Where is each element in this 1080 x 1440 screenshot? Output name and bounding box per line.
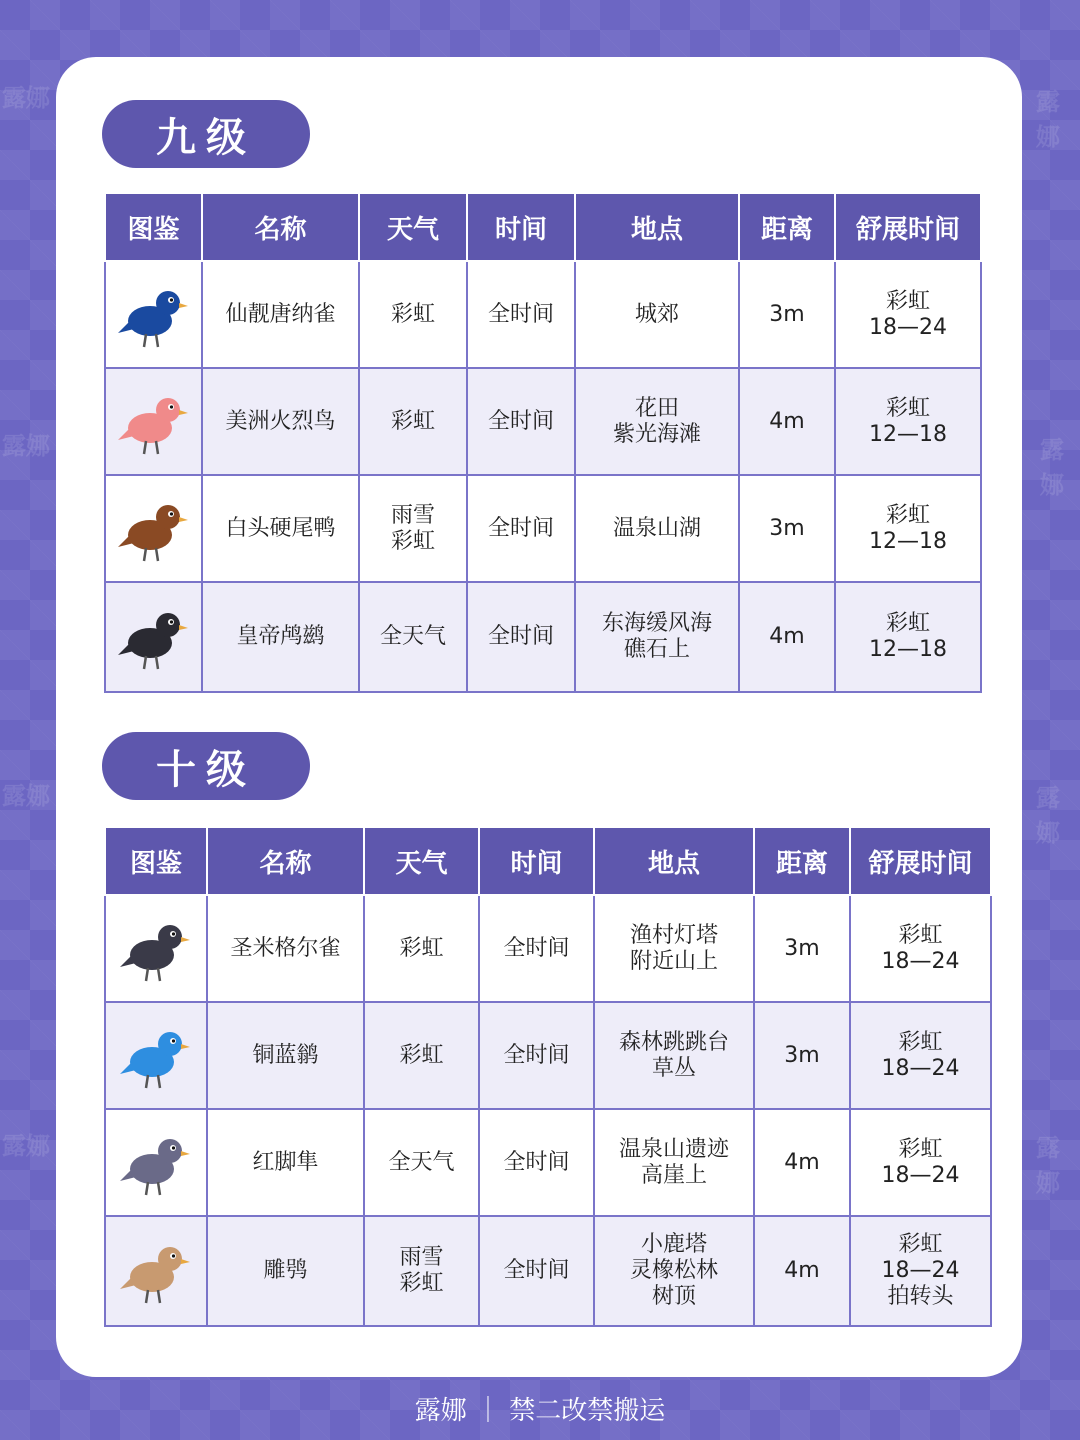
- table-row: [105, 368, 981, 475]
- watermark: 露娜: [2, 782, 50, 810]
- time-cell: 全时间: [467, 261, 575, 368]
- distance-cell: 4m: [739, 582, 835, 692]
- stretch-time-cell: 彩虹 18—24 拍转头: [850, 1216, 991, 1326]
- time-cell: 全时间: [479, 895, 594, 1002]
- table-header-row: [105, 193, 981, 261]
- weather-cell: 彩虹: [364, 1002, 479, 1109]
- stretch-time-cell: 彩虹 18—24: [850, 1109, 991, 1216]
- bird-name-cell: 雕鸮: [207, 1216, 364, 1326]
- header-weather: 天气: [364, 827, 479, 895]
- bird-name-cell: 皇帝鸬鹚: [202, 582, 359, 692]
- weather-cell: 彩虹: [364, 895, 479, 1002]
- distance-cell: 4m: [754, 1216, 850, 1326]
- duck-icon: [116, 491, 192, 567]
- header-icon: 图鉴: [105, 827, 207, 895]
- table-row: [105, 475, 981, 582]
- stretch-time-cell: 彩虹 18—24: [835, 261, 981, 368]
- header-location: 地点: [594, 827, 754, 895]
- bird-name-cell: 仙靓唐纳雀: [202, 261, 359, 368]
- location-cell: 温泉山湖: [575, 475, 739, 582]
- time-cell: 全时间: [479, 1216, 594, 1326]
- time-cell: 全时间: [467, 368, 575, 475]
- location-cell: 小鹿塔 灵橡松林 树顶: [594, 1216, 754, 1326]
- header-icon: 图鉴: [105, 193, 202, 261]
- bird-icon-cell: [105, 895, 207, 1002]
- bird-icon-cell: [105, 261, 202, 368]
- table-row: [105, 1002, 991, 1109]
- bird-name-cell: 铜蓝鹟: [207, 1002, 364, 1109]
- location-cell: 东海缓风海 礁石上: [575, 582, 739, 692]
- table-row: [105, 1216, 991, 1326]
- bird-name-cell: 白头硬尾鸭: [202, 475, 359, 582]
- bird-table-level9: [104, 192, 982, 693]
- weather-cell: 全天气: [364, 1109, 479, 1216]
- distance-cell: 4m: [754, 1109, 850, 1216]
- time-cell: 全时间: [479, 1109, 594, 1216]
- bird-icon-cell: [105, 475, 202, 582]
- header-stretch-time: 舒展时间: [835, 193, 981, 261]
- stretch-time-cell: 彩虹 18—24: [850, 1002, 991, 1109]
- header-weather: 天气: [359, 193, 467, 261]
- stretch-time-cell: 彩虹 12—18: [835, 475, 981, 582]
- table-row: [105, 1109, 991, 1216]
- header-name: 名称: [207, 827, 364, 895]
- table-row: [105, 582, 981, 692]
- tanager-icon: [116, 277, 192, 353]
- bird-name-cell: 圣米格尔雀: [207, 895, 364, 1002]
- bird-icon-cell: [105, 582, 202, 692]
- distance-cell: 3m: [739, 261, 835, 368]
- weather-cell: 雨雪 彩虹: [364, 1216, 479, 1326]
- time-cell: 全时间: [479, 1002, 594, 1109]
- table-row: [105, 895, 991, 1002]
- location-cell: 渔村灯塔 附近山上: [594, 895, 754, 1002]
- location-cell: 城郊: [575, 261, 739, 368]
- time-cell: 全时间: [467, 475, 575, 582]
- bird-name-cell: 红脚隼: [207, 1109, 364, 1216]
- cormorant-icon: [116, 599, 192, 675]
- footer-credit: 露娜 ｜ 禁二改禁搬运: [414, 1396, 666, 1426]
- header-distance: 距离: [739, 193, 835, 261]
- header-name: 名称: [202, 193, 359, 261]
- weather-cell: 雨雪 彩虹: [359, 475, 467, 582]
- watermark: 露娜: [2, 432, 50, 460]
- bird-icon-cell: [105, 1216, 207, 1326]
- table-header-row: [105, 827, 991, 895]
- header-time: 时间: [467, 193, 575, 261]
- distance-cell: 3m: [739, 475, 835, 582]
- stretch-time-cell: 彩虹 12—18: [835, 582, 981, 692]
- bird-icon-cell: [105, 1002, 207, 1109]
- header-location: 地点: [575, 193, 739, 261]
- bird-name-cell: 美洲火烈鸟: [202, 368, 359, 475]
- watermark: 露娜: [2, 84, 50, 112]
- stretch-time-cell: 彩虹 18—24: [850, 895, 991, 1002]
- location-cell: 温泉山遗迹 高崖上: [594, 1109, 754, 1216]
- bird-icon-cell: [105, 1109, 207, 1216]
- watermark: 露娜: [1036, 784, 1060, 847]
- time-cell: 全时间: [467, 582, 575, 692]
- location-cell: 花田 紫光海滩: [575, 368, 739, 475]
- weather-cell: 彩虹: [359, 368, 467, 475]
- table-body: [105, 895, 991, 1326]
- table-row: [105, 261, 981, 368]
- header-stretch-time: 舒展时间: [850, 827, 991, 895]
- watermark: 露娜: [2, 1132, 50, 1160]
- header-distance: 距离: [754, 827, 850, 895]
- watermark: 露娜: [1036, 1134, 1060, 1197]
- bird-table-level10: [104, 826, 992, 1327]
- stretch-time-cell: 彩虹 12—18: [835, 368, 981, 475]
- weather-cell: 全天气: [359, 582, 467, 692]
- location-cell: 森林跳跳台 草丛: [594, 1002, 754, 1109]
- section-title-level10: 十级: [102, 732, 310, 800]
- distance-cell: 3m: [754, 895, 850, 1002]
- watermark: 露娜: [1036, 88, 1060, 151]
- bird-icon-cell: [105, 368, 202, 475]
- table-body: [105, 261, 981, 692]
- section-title-level9: 九级: [102, 100, 310, 168]
- watermark: 露娜: [1040, 436, 1064, 499]
- content-card: [56, 57, 1022, 1377]
- owl-icon: [118, 1233, 194, 1309]
- flamingo-icon: [116, 384, 192, 460]
- distance-cell: 3m: [754, 1002, 850, 1109]
- weather-cell: 彩虹: [359, 261, 467, 368]
- bluebird-icon: [118, 1018, 194, 1094]
- header-time: 时间: [479, 827, 594, 895]
- falcon-icon: [118, 1125, 194, 1201]
- distance-cell: 4m: [739, 368, 835, 475]
- sparrow-icon: [118, 911, 194, 987]
